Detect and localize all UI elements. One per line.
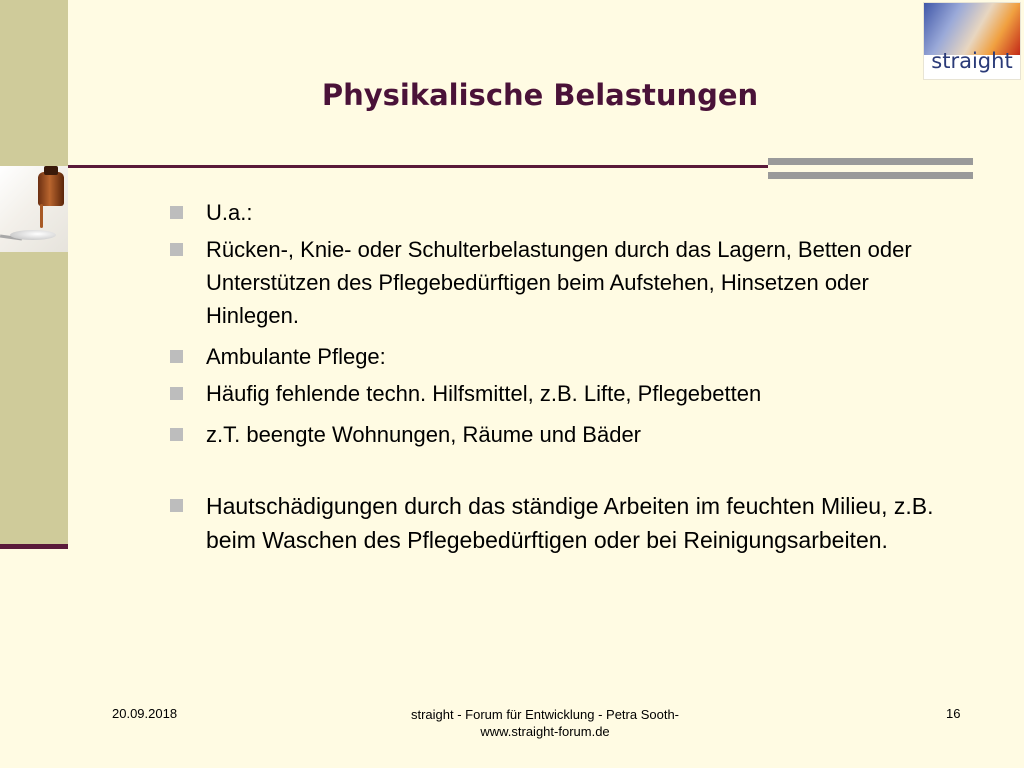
title-rule — [68, 165, 768, 168]
bullet-text: Rücken-, Knie- oder Schulterbelastungen durch das Lagern, Betten oder Unterstützen des Pflegebedürftigen beim Aufstehen, Hinsetzen oder Hinlegen. — [206, 237, 912, 328]
footer-date: 20.09.2018 — [112, 706, 178, 721]
page-number: 16 — [946, 706, 961, 721]
bullet-text: Ambulante Pflege: — [206, 344, 386, 369]
bullet-square-icon — [170, 243, 183, 256]
bullet-square-icon — [170, 350, 183, 363]
bullet-square-icon — [170, 206, 183, 219]
bullet-square-icon — [170, 499, 183, 512]
bullet-square-icon — [170, 387, 183, 400]
left-decorative-band — [0, 0, 68, 548]
logo-text: straight — [931, 49, 1013, 73]
medicine-photo — [0, 166, 68, 252]
bullet-item — [168, 489, 948, 557]
bottle-cap-icon — [44, 166, 58, 175]
bullet-item — [168, 340, 948, 373]
bullet-item — [168, 196, 948, 229]
bullet-square-icon — [170, 428, 183, 441]
bullet-item — [168, 233, 948, 332]
bullet-text: Hautschädigungen durch das ständige Arbeiten im feuchten Milieu, z.B. beim Waschen des Pflegebedürftigen oder bei Reinigungsarbeiten. — [206, 493, 934, 553]
slide-title: Physikalische Belastungen — [321, 78, 759, 112]
bullet-item — [168, 377, 948, 410]
bullet-text: z.T. beengte Wohnungen, Räume und Bäder — [206, 422, 642, 447]
straight-logo — [923, 2, 1021, 80]
bullet-list — [168, 196, 948, 557]
bullet-text: Häufig fehlende techn. Hilfsmittel, z.B. Lifte, Pflegebetten — [206, 381, 762, 406]
title-rule-grey-top — [768, 158, 973, 165]
spoon-icon — [10, 230, 56, 240]
footer-credit — [380, 706, 710, 740]
left-band-rule — [0, 544, 68, 549]
bullet-item — [168, 418, 948, 451]
logo-art — [924, 3, 1020, 55]
title-rule-grey-bottom — [768, 172, 973, 179]
footer-credit-line1: straight - Forum für Entwicklung - Petra Sooth- — [410, 707, 680, 722]
drip-icon — [40, 204, 43, 228]
bullet-text: U.a.: — [206, 200, 253, 225]
medicine-bottle-icon — [38, 172, 64, 206]
footer-credit-line2: www.straight-forum.de — [480, 724, 610, 739]
